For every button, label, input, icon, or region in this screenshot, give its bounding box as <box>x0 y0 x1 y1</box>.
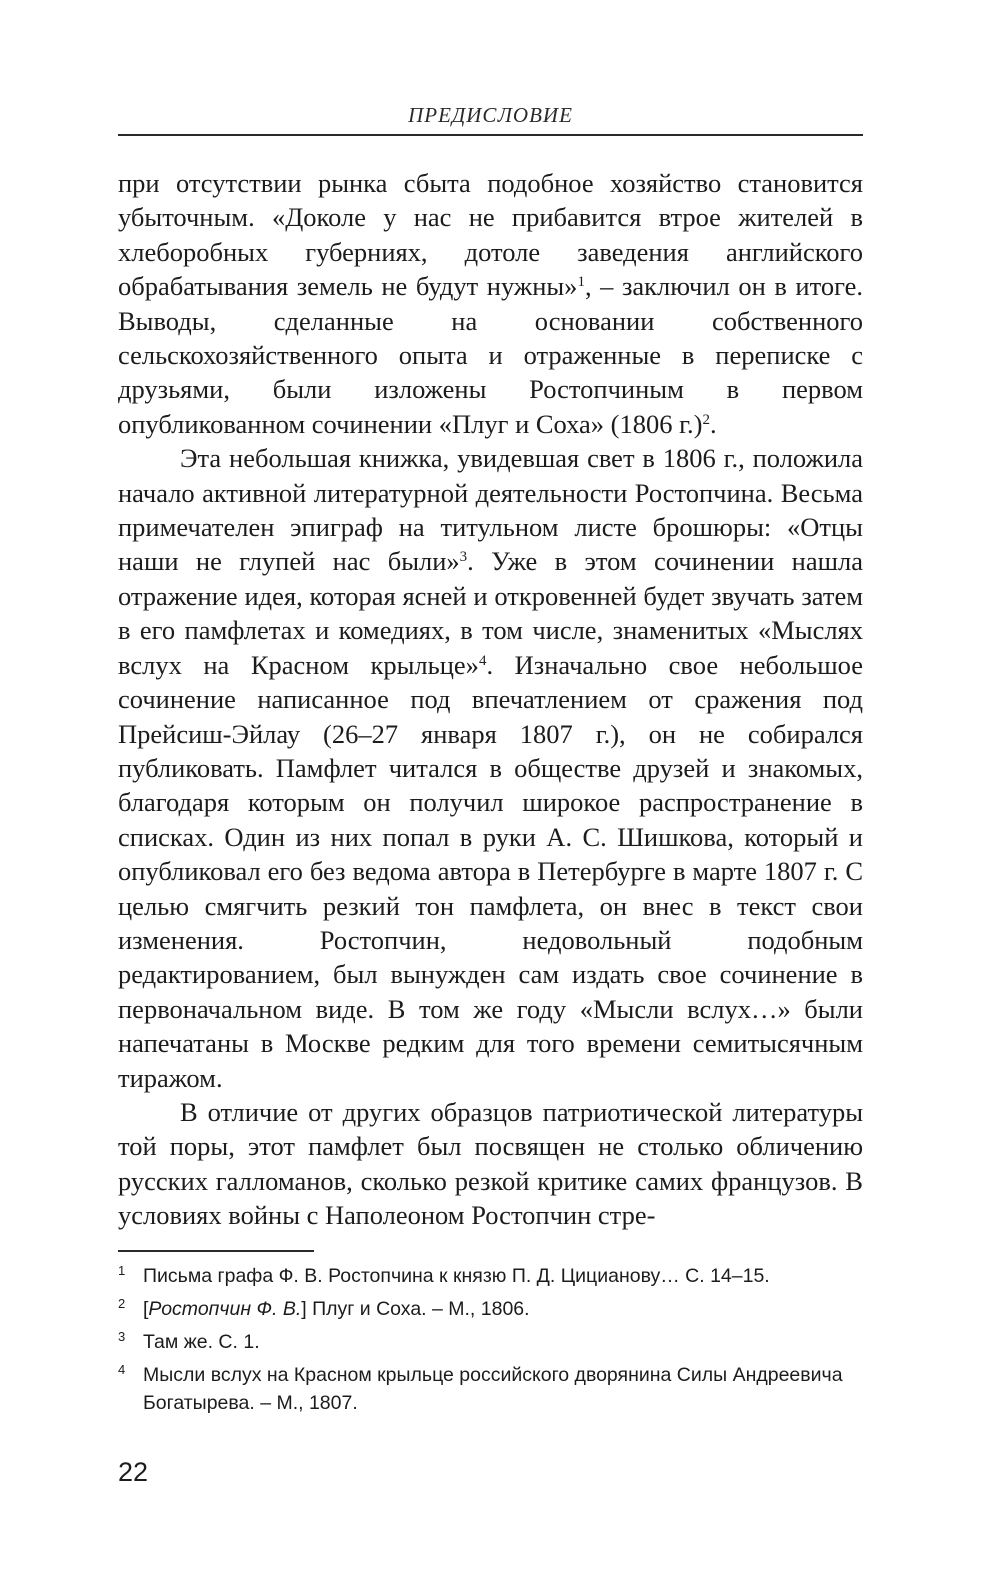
footnote-text: Письма графа Ф. В. Ростопчина к князю П. Д. Цицианову… С. 14–15. <box>143 1265 770 1287</box>
running-header <box>118 100 863 136</box>
footnote-ref-2[interactable]: 2 <box>702 411 710 428</box>
page-number: 22 <box>118 1457 149 1487</box>
paragraph-1-text-c: . <box>709 408 717 439</box>
footnote-ref-4[interactable]: 4 <box>478 652 487 669</box>
footnote-number: 1 <box>118 1263 126 1278</box>
footnote-4 <box>118 1361 863 1417</box>
footnotes <box>118 1262 863 1422</box>
footnote-ref-1[interactable]: 1 <box>577 274 585 291</box>
paragraph-2 <box>118 441 863 1095</box>
footnote-number: 4 <box>118 1362 126 1377</box>
footnote-text: Там же. С. 1. <box>143 1331 260 1353</box>
footnote-2 <box>118 1295 863 1323</box>
footnote-number: 2 <box>118 1296 126 1311</box>
footnote-author: Ростопчин Ф. В. <box>148 1298 302 1320</box>
footnote-separator <box>118 1250 314 1252</box>
footnote-text: Мысли вслух на Красном крыльце российского дворянина Силы Андреевича Богатырева. – М., 1807. <box>143 1364 843 1414</box>
footnote-bracket-open: [ <box>143 1298 149 1320</box>
running-title: ПРЕДИСЛОВИЕ <box>408 103 573 127</box>
main-text <box>118 166 863 1233</box>
paragraph-3-text: В отличие от других образцов патриотической литературы той поры, этот памфлет был посвящен не столько обличению русских галломанов, сколько резкой критике самих французов. В условиях войны с Наполеоном Ростопчин стре- <box>118 1096 863 1231</box>
footnote-1 <box>118 1262 863 1290</box>
paragraph-1 <box>118 166 863 441</box>
paragraph-2-text-c: . Изначально свое небольшое сочинение написанное под впечатлением от сражения под Прейсиш-Эйлау (26–27 января 1807 г.), он не собирался публиковать. Памфлет читался в обществе друзей и знакомых, благодаря которым он получил широкое распространение в списках. Один из них попал в руки А. С. Шишкова, который и опубликовал его без ведома автора в Петербурге в марте 1807 г. С целью смягчить резкий тон памфлета, он внес в текст свои изменения. Ростопчин, недовольный подобным редактированием, был вынужден сам издать свое сочинение в первоначальном виде. В том же году «Мысли вслух…» были напечатаны в Москве редким для того времени семитысячным тиражом. <box>118 649 863 1093</box>
paragraph-1-text-a: при отсутствии рынка сбыта подобное хозяйство становится убыточным. «Доколе у нас не прибавится втрое жителей в хлеборобных губерниях, дотоле заведения английского обрабатывания земель не будут нужны» <box>118 168 863 302</box>
paragraph-2-text-b: . Уже в этом сочинении нашла отражение идея, которая ясней и откровенней будет звучать затем в его памфлетах и комедиях, в том числе, знаменитых «Мыслях вслух на Красном крыльце» <box>118 546 863 680</box>
footnote-text: ] Плуг и Соха. – М., 1806. <box>301 1298 530 1320</box>
paragraph-2-text-a: Эта небольшая книжка, увидевшая свет в 1806 г., положила начало активной литературной деятельности Ростопчина. Весьма примечателен эпиграф на титульном листе брошюры: «Отцы наши не глупей нас были» <box>118 443 863 577</box>
paragraph-1-text-b: , – заключил он в итоге. Выводы, сделанные на основании собственного сельскохозяйственного опыта и отраженные в переписке с друзьями, были изложены Ростопчиным в первом опубликованном сочинении «Плуг и Соха» (1806 г.) <box>118 271 863 439</box>
paragraph-3 <box>118 1095 863 1233</box>
footnote-ref-3[interactable]: 3 <box>459 549 468 566</box>
footnote-number: 3 <box>118 1329 126 1344</box>
footnote-3 <box>118 1328 863 1356</box>
